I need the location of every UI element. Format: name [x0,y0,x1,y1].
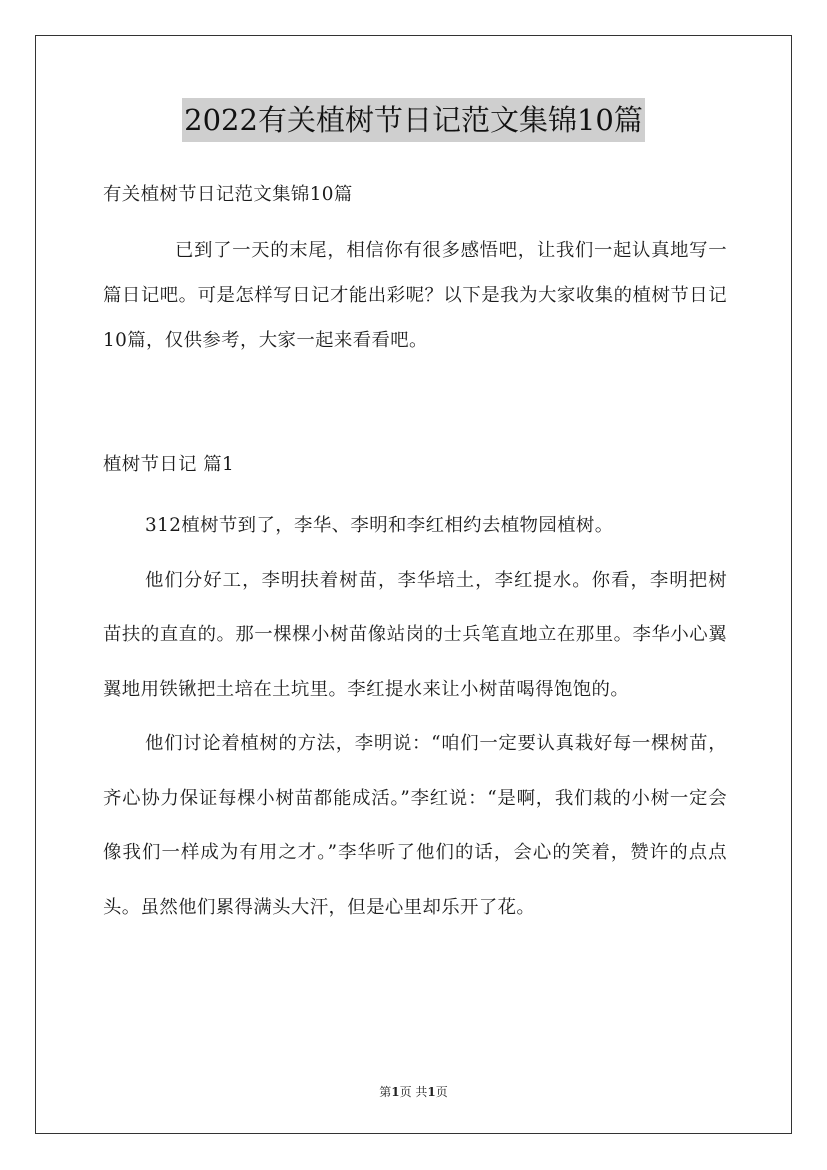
footer-page-suffix: 页 [435,1085,448,1099]
footer-page-prefix: 第 [379,1085,392,1099]
document-title: 2022有关植树节日记范文集锦10篇 [182,98,645,142]
footer-page-current: 1 [391,1085,400,1099]
article-body [103,499,727,935]
body-paragraph: 他们分好工，李明扶着树苗，李华培土，李红提水。你看，李明把树苗扶的直直的。那一棵棵小树苗像站岗的士兵笔直地立在那里。李华小心翼翼地用铁锹把土培在土坑里。李红提水来让小树苗喝得饱饱的。 [103,569,727,700]
body-paragraph: 312植树节到了，李华、李明和李红相约去植物园植树。 [145,515,614,536]
page-footer [0,1083,827,1101]
footer-page-total: 1 [427,1085,436,1099]
section-heading: 植树节日记 篇1 [103,454,235,475]
footer-page-mid: 页 共 [399,1085,428,1099]
title-container [0,98,827,142]
body-paragraph: 他们讨论着植树的方法，李明说：“咱们一定要认真栽好每一棵树苗，齐心协力保证每棵小树苗都能成活。”李红说：“是啊，我们栽的小树一定会像我们一样成为有用之才。”李华听了他们的话，会心的笑着，赞许的点点头。虽然他们累得满头大汗，但是心里却乐开了花。 [103,733,727,918]
document-subtitle: 有关植树节日记范文集锦10篇 [103,184,353,205]
intro-paragraph: 已到了一天的末尾，相信你有很多感悟吧，让我们一起认真地写一篇日记吧。可是怎样写日记才能出彩呢？以下是我为大家收集的植树节日记10篇，仅供参考，大家一起来看看吧。 [103,240,727,351]
